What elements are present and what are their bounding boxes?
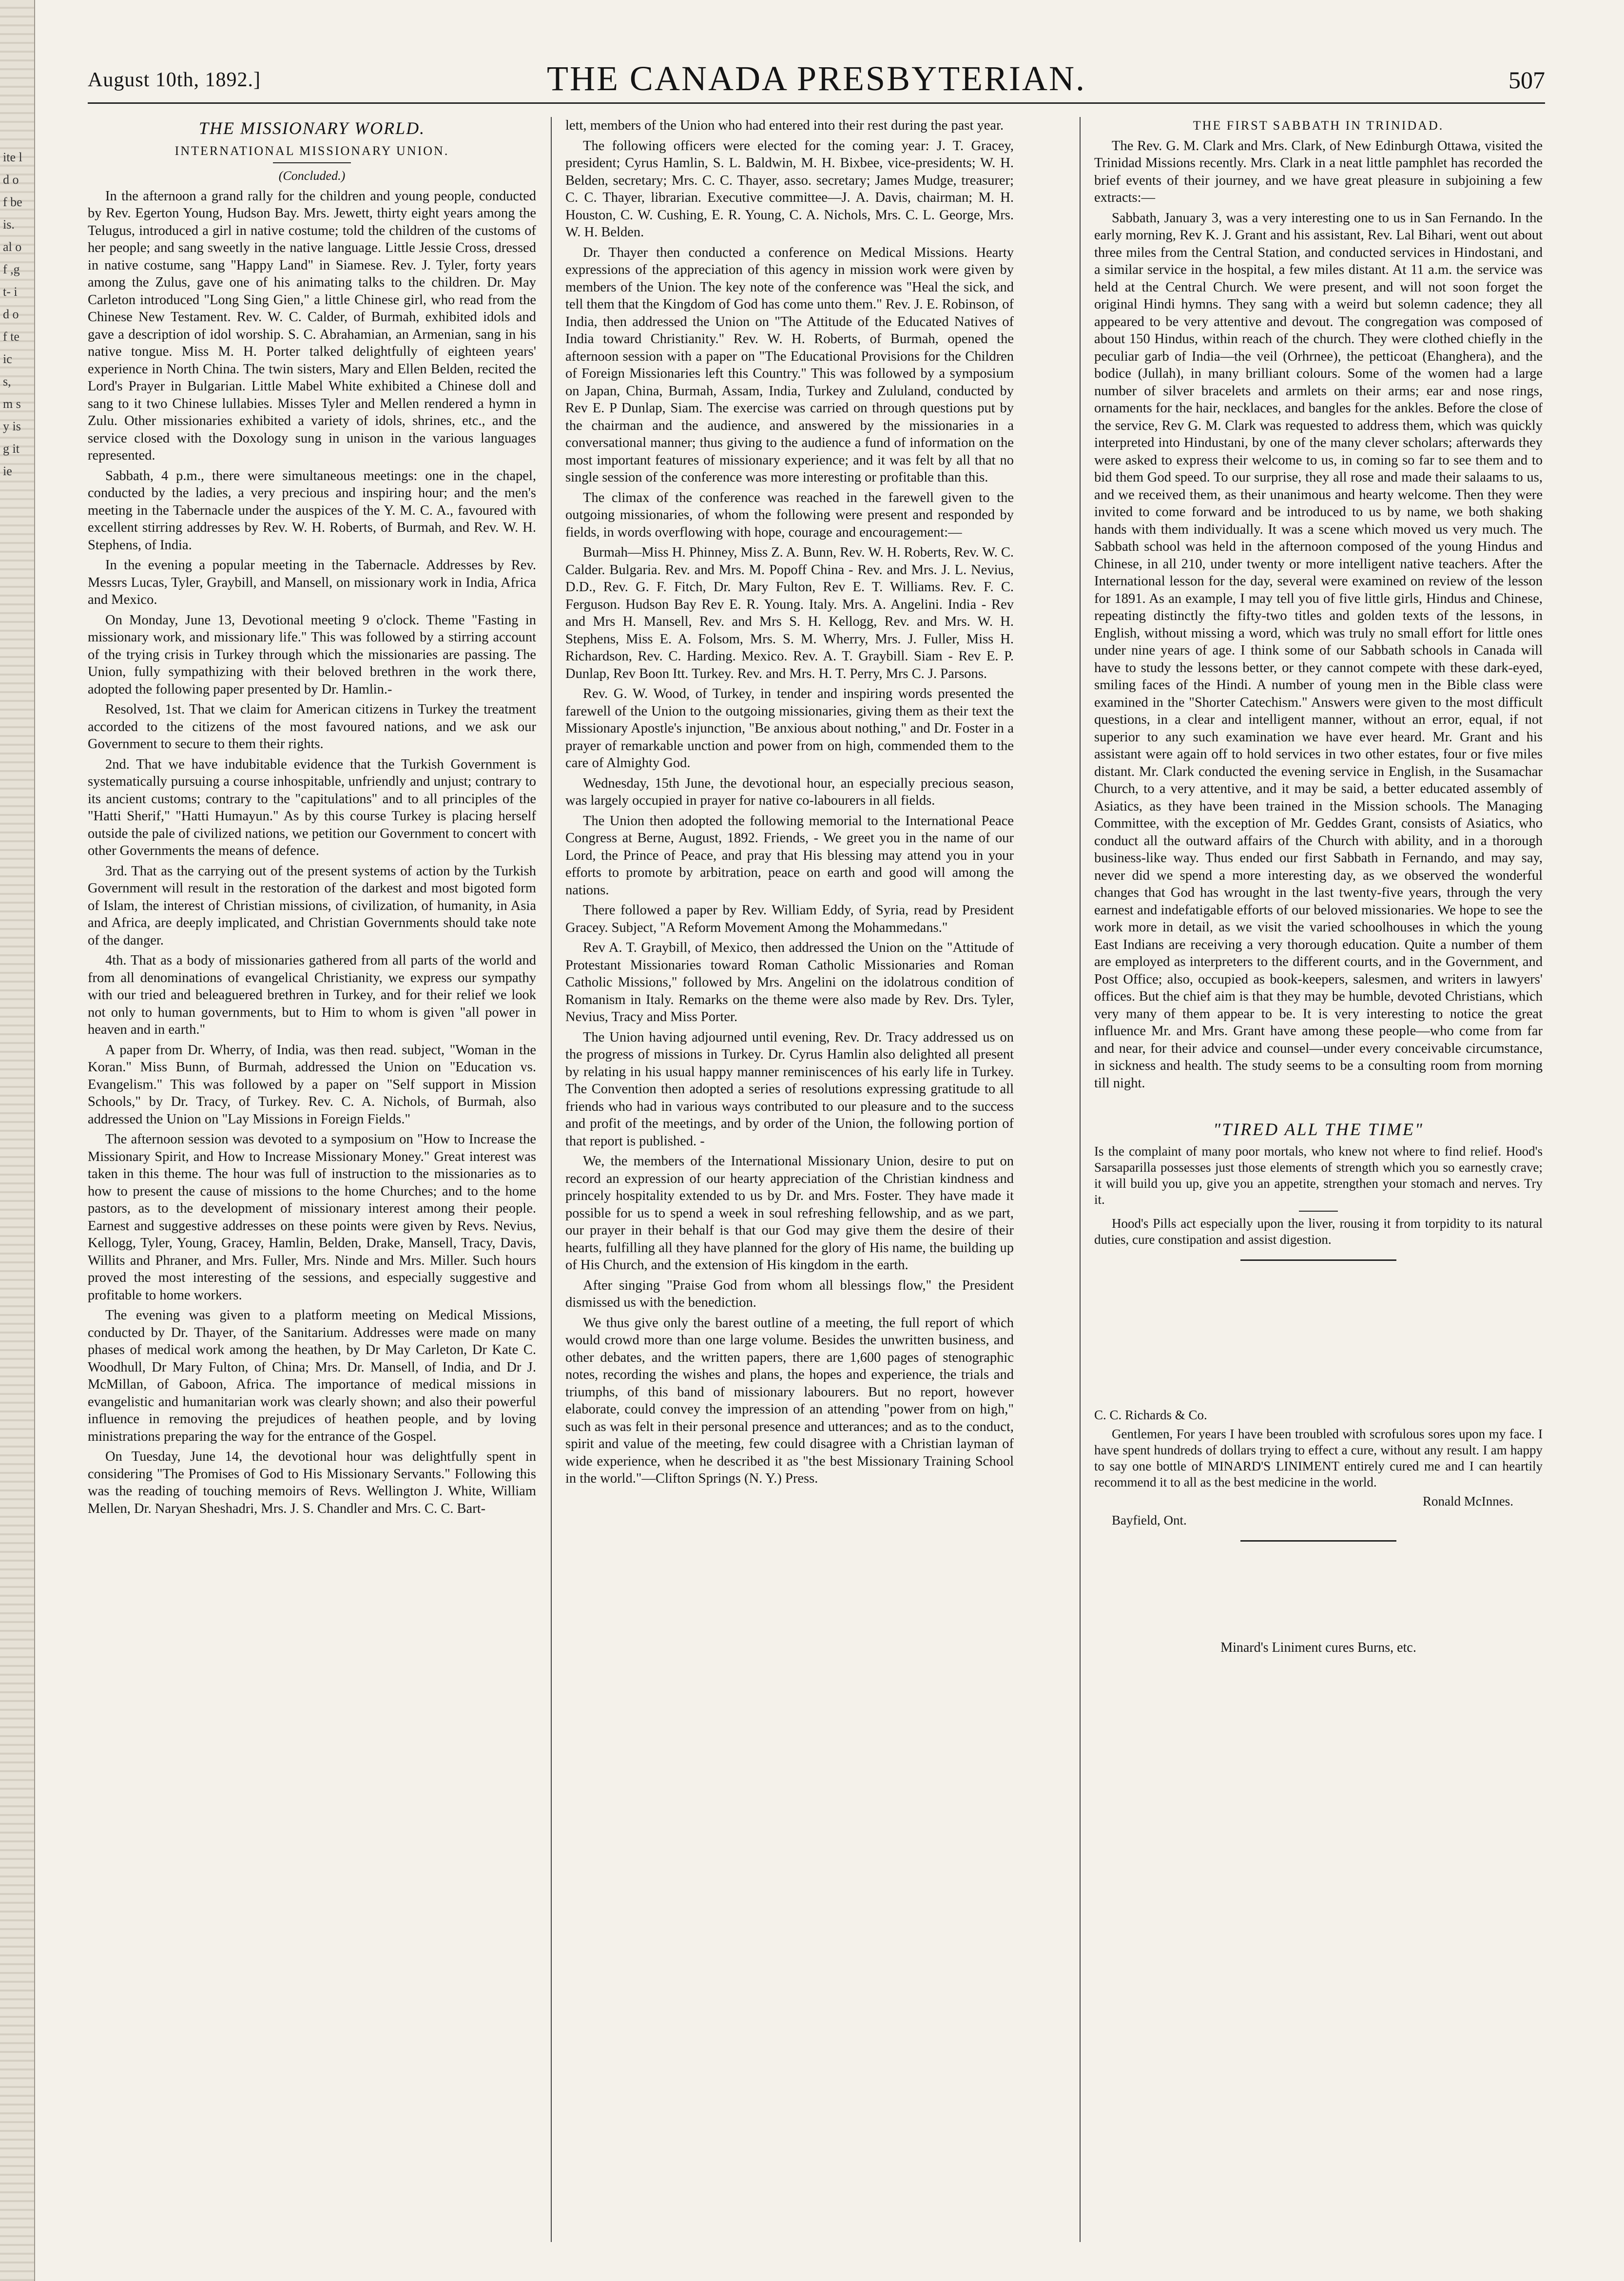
paragraph: Sabbath, January 3, was a very interesting one to us in San Fernando. In the early morning, Rev K. J. Grant and his assistant, Rev. Lal Bihari, went out about three miles from the Central Station, and conducted services in Hindostani, and a similar service in the hospital, a few miles distant. At 11 a.m. the service was held at the Central Church. We were present, and will not soon forget the original Hindi hymns. They sang with a weird but solemn cadence; they all appeared to be very attentive and devout. The congregation was composed of about 150 Hindus, within reach of the church. They were clothed chiefly in the peculiar garb of India—the veil (Orhrnee), the petticoat (Ehanghera), and the bodice (Jullah), in many brilliant colours. Some of the women had a large number of silver bracelets and armlets on their arms; ear and nose rings, ornaments for the hair, necklaces, and bangles for the ankles. Before the close of the service, Rev G. M. Clark was requested to address them, which was quickly interpreted into Hindustani, by one of the many clever scholars; afterwards they were asked to express their welcome to us, in coming so far to see them and to bid them God speed. To our surprise, they all rose and made their salaams to us, and we received them, as their unanimous and hearty welcome. Then they were invited to come forward and be introduced to us by name, we both shaking hands with them individually. It was a scene which moved us very much. The Sabbath school was held in the afternoon composed of the young Hindus and Chinese, in all 210, under twenty or more intelligent native teachers. After the International lesson for the day, several were examined on review of the lesson for 1891. As an example, I may tell you of five little girls, Hindus and Chinese, repeating distinctly the fifty-two titles and golden texts of the lessons, in English, without missing a word, which was truly no small effort for little ones under nine years of age. I think some of our Sabbath schools in Canada will have to study the lessons better, or they cannot compete with these dark-eyed, smiling faces of the Hindi. A number of young men in the Bible class were examined in the "Shorter Catechism." Answers were given to the most difficult questions, in a clear and intelligent manner, without an error, equal, if not superior to any such examination we have ever heard. Mr. Grant and his assistant were again off to hold services in two other estates, four or five miles distant. Mr. Clark conducted the evening service in English, in the Susamachar Church, to a very attentive, and it may be said, a better educated assembly of Asiatics, as they have been trained in the Mission schools. The Managing Committee, with the exception of Mr. Geddes Grant, consists of Asiatics, who conduct all the outward affairs of the Church with ability, and in a thorough business-like way. Thus ended our first Sabbath in Fernando, and may say, never did we spend a more interesting day, as we observed the wonderful changes that God has wrought in the last twenty-five years, through the very earnest and indefatigable efforts of our beloved missionaries. We hope to see the work more in detail, as we visit the varied schoolhouses in which the young East Indians are receiving a very thorough education. Quite a number of them are employed as interpreters to the different courts, and in the Government, and Post Office; also, occupied as book-keepers, salesmen, and writers in lawyers' offices. But the chief aim is that they may be humble, devoted Christians, which very many of them appear to be. It is very interesting to notice the great influence Mr. and Mrs. Grant have among these people—who come from far and near, for their advice and counsel—under every conceivable circumstance, in sickness and health. The study seems to be a consulting room from morning till night.	[1094, 210, 1543, 1091]
paragraph: The Union having adjourned until evening, Rev. Dr. Tracy addressed us on the progress of missions in Turkey. Dr. Cyrus Hamlin also delighted all present by relating in his usual happy manner reminiscences of his early life in Turkey. The Convention then adopted a series of resolutions expressing gratitude to all friends who had in various ways contributed to our pleasure and to the success and profit of the meetings, and by order of the Union, the following portion of that report is published. -	[565, 1029, 1014, 1149]
paragraph: Rev A. T. Graybill, of Mexico, then addressed the Union on the "Attitude of Protestant Missionaries toward Roman Catholic Missionaries and Roman Catholic Missions," followed by Mrs. Angelini on the idolatrous condition of Romanism in Italy. Remarks on the theme were also made by Rev. Drs. Tyler, Nevius, Tracy and Miss Porter.	[565, 940, 1014, 1025]
paragraph: On Tuesday, June 14, the devotional hour was delightfully spent in considering "The Promises of God to His Missionary Servants." Following this was the reading of touching memoirs of Revs. Wellington J. White, William Mellen, Dr. Naryan Sheshadri, Mrs. J. S. Chandler and Mrs. C. C. Bart-	[88, 1449, 536, 1516]
divider	[1240, 1540, 1396, 1542]
paragraph: There followed a paper by Rev. William Eddy, of Syria, read by President Gracey. Subject, "A Reform Movement Among the Mohammedans."	[565, 903, 1014, 935]
paragraph: Rev. G. W. Wood, of Turkey, in tender and inspiring words presented the farewell of the Union to the outgoing missionaries, giving them as their text the Missionary Apostle's injunction, "Be anxious about nothing," and Dr. Foster in a prayer of remarkable unction and power from on high, commended them to the care of Almighty God.	[565, 686, 1014, 771]
paragraph: Resolved, 1st. That we claim for American citizens in Turkey the treatment accorded to the citizens of the most favoured nations, and we ask our Government to secure to them their rights.	[88, 702, 536, 752]
testimonial-signature: Ronald McInnes.	[1423, 1493, 1513, 1508]
paragraph: 3rd. That as the carrying out of the present systems of action by the Turkish Government will result in the restoration of the darkest and most bigoted form of Islam, the interest of Christian missions, of civilization, of humanity, in Asia and Africa, are deeply implicated, and Christian Governments should take note of the danger.	[88, 863, 536, 948]
paragraph: The evening was given to a platform meeting on Medical Missions, conducted by Dr. Thayer, of the Sanitarium. Addresses were made on many phases of medical work among the heathen, by Dr May Carleton, Dr Kate C. Woodhull, Dr Mary Fulton, of China; Mrs. Dr. Mansell, of India, and Dr J. McMillan, of Gaboon, Africa. The importance of medical missions in evangelistic and humanitarian work was clearly shown; and also their powerful influence in removing the prejudices of heathen people, and by loving ministrations preparing the way for the entrance of the Gospel.	[88, 1308, 536, 1444]
paragraph: 4th. That as a body of missionaries gathered from all parts of the world and from all denominations of evangelical Christianity, we express our sympathy with our tried and beleaguered brethren in Turkey, and for their relief we look not only to human governments, but to Him to whom is given "all power in heaven and in earth."	[88, 953, 536, 1037]
margin-text-fragments: ite ld of be is. al of ,g t- id of te ic s, m sy is g it ie	[3, 150, 22, 478]
column-2	[565, 117, 1014, 2242]
testimonial-place: Bayfield, Ont.	[1112, 1512, 1187, 1527]
paragraph: A paper from Dr. Wherry, of India, was then read. subject, "Woman in the Koran." Miss Bunn, of Burmah, addressed the Union on "Education vs. Evangelism." This was followed by a paper on "Self support in Mission Schools," by Dr. Tracy, of Turkey. Rev. C. A. Nichols, of Burmah, also addressed the Union on "Lay Missions in Foreign Fields."	[88, 1042, 536, 1127]
hoods-sarsaparilla-ad	[1094, 1143, 1543, 1248]
page-header	[88, 58, 1545, 104]
paragraph: We, the members of the International Missionary Union, desire to put on record an expression of our hearty appreciation of the Christian kindness and princely hospitality extended to us by Dr. and Mrs. Foster. They have made it possible for us to spend a week in soul refreshing fellowship, and as we part, our prayer in their behalf is that our God may give them the desire of their hearts, fulfilling all they have planned for the glory of His name, the building up of His Church, and the extension of His kingdom in the earth.	[565, 1154, 1014, 1273]
column-3	[1094, 117, 1543, 2242]
section-title: THE FIRST SABBATH IN TRINIDAD.	[1193, 118, 1444, 133]
paragraph: The Union then adopted the following memorial to the International Peace Congress at Berne, August, 1892. Friends, - We greet you in the name of our Lord, the Prince of Peace, and pray that His blessing may attend you in your efforts to promote by arbitration, peace on earth and good will among the nations.	[565, 813, 1014, 898]
paragraph: We thus give only the barest outline of a meeting, the full report of which would crowd more than one large volume. Besides the unwritten business, and other debates, and the written papers, there are 1,600 pages of stenographic notes, recording the wishes and plans, the hopes and experience, the trials and triumphs, of this band of missionary labourers. But no report, however elaborate, could convey the impression of an attending "power from on high," such as was felt in their personal presence and utterances; and as to the conduct, spirit and value of the meeting, few could disagree with a Christian layman of wide experience, when he described it as "the best Missionary Training School in the world."—Clifton Springs (N. Y.) Press.	[565, 1315, 1014, 1486]
paragraph: After singing "Praise God from whom all blessings flow," the President dismissed us with the benediction.	[565, 1277, 1014, 1310]
column-1	[88, 117, 536, 2242]
paragraph: Burmah—Miss H. Phinney, Miss Z. A. Bunn, Rev. W. H. Roberts, Rev. W. C. Calder. Bulgaria. Rev. and Mrs. M. Popoff China - Rev. and Mrs. J. L. Nevius, D.D., Rev. G. F. Fitch, Dr. Mary Fulton, Rev E. T. Williams. Rev. F. C. Ferguson. Hudson Bay Rev E. R. Young. Italy. Mrs. A. Angelini. India - Rev and Mrs H. Mansell, Rev. and Mrs S. H. Kellogg, Rev. and Mrs. W. H. Stephens, Miss E. A. Folsom, Mrs. S. M. Wherry, Mrs. J. Fuller, Miss H. Richardson, Rev. C. Harding. Mexico. Rev. A. T. Graybill. Siam - Rev E. P. Dunlap, Rev Boon Itt. Turkey. Rev. and Mrs. H. T. Perry, Mrs C. J. Parsons.	[565, 545, 1014, 681]
paragraph: Wednesday, 15th June, the devotional hour, an especially precious season, was largely occupied in prayer for native co-labourers in all fields.	[565, 775, 1014, 808]
ad-body: Is the complaint of many poor mortals, who knew not where to find relief. Hood's Sarsaparilla possesses just those elements of strength which you so earnestly crave; it will build you up, give you an appetite, strengthen your stomach and nerves. Try it.	[1094, 1143, 1543, 1207]
paragraph: Sabbath, 4 p.m., there were simultaneous meetings: one in the chapel, conducted by the ladies, a very precious and inspiring hour; and the men's meeting in the Tabernacle under the auspices of the Y. M. C. A., favoured with excellent stirring addresses by Rev. W. H. Roberts, of Burmah, and Rev. W. H. Stephens, of India.	[88, 468, 536, 553]
paragraph: The afternoon session was devoted to a symposium on "How to Increase the Missionary Spirit, and How to Increase Missionary Money." Great interest was taken in this theme. The hour was full of instruction to the missionaries as to how to present the cause of missions to the home Churches; and to the home pastors, as to the development of missionary interest among their people. Earnest and suggestive addresses on these points were given by Revs. Nevius, Kellogg, Tyler, Young, Gracey, Hamlin, Belden, Drake, Mansell, Tracy, Davis, Willits and Phraner, and Mrs. Fuller, Mrs. Ninde and Mrs. Miller. Such hours proved the most interesting of the sessions, and especially suggestive and profitable to home workers.	[88, 1132, 536, 1303]
paragraph: On Monday, June 13, Devotional meeting 9 o'clock. Theme "Fasting in missionary work, and missionary life." This was followed by a stirring account of the trying crisis in Turkey through which the missionaries are passing. The Union, fully sympathizing with their beloved brethren in the work there, adopted the following paper presented by Dr. Hamlin.-	[88, 612, 536, 697]
liniment-tagline: Minard's Liniment cures Burns, etc.	[1220, 1640, 1416, 1655]
minards-testimonial	[1094, 1407, 1543, 1528]
paragraph: Dr. Thayer then conducted a conference on Medical Missions. Hearty expressions of the appreciation of this agency in mission work were given by members of the Union. The key note of the conference was "Heal the sick, and tell them that the Kingdom of God has come unto them." Rev. J. E. Robinson, of India, then addressed the Union on "The Attitude of the Educated Natives of India toward Christianity." Rev. W. H. Roberts, of Burmah, opened the afternoon session with a paper on "The Educational Provisions for the Children of Foreign Missionaries left this Country." This was followed by a symposium on Japan, China, Burmah, Assam, India, Turkey and Zululand, conducted by Rev E. P Dunlap, Siam. The exercise was carried on through questions put by the chairman and the audience, and answered by the missionaries in a conversational manner; thus giving to the audience a fund of information on the most important features of missionary experience; and it was felt by all that no single session of the conference was more interesting or profitable than this.	[565, 245, 1014, 485]
testimonial-addressee: C. C. Richards & Co.	[1094, 1407, 1207, 1422]
paragraph: The Rev. G. M. Clark and Mrs. Clark, of New Edinburgh Ottawa, visited the Trinidad Missions recently. Mrs. Clark in a neat little pamphlet has recorded the brief events of their journey, and we have great pleasure in subjoining a few extracts:—	[1094, 138, 1543, 205]
paragraph: 2nd. That we have indubitable evidence that the Turkish Government is systematically pursuing a course inhospitable, unfriendly and unjust; contrary to its ancient customs; contrary to the "capitulations" and to all principles of the "Hatti Sherif," "Hatti Humayun." As by this course Turkey is placing herself outside the pale of civilized nations, we petition our Government to concert with other Governments the means of defence.	[88, 756, 536, 858]
divider	[1240, 1259, 1396, 1261]
ad-pills: Hood's Pills act especially upon the liver, rousing it from torpidity to its natural duties, cure constipation and assist digestion.	[1094, 1216, 1543, 1247]
paragraph: The climax of the conference was reached in the farewell given to the outgoing missionaries, of whom the following were present and responded by fields, in words overflowing with hope, courage and encouragement:—	[565, 490, 1014, 540]
divider	[1299, 1211, 1338, 1212]
testimonial-body: Gentlemen, For years I have been troubled with scrofulous sores upon my face. I have spent hundreds of dollars trying to effect a cure, without any result. I am happy to say one bottle of MINARD'S LINIMENT entirely cured me and I can heartily recommend it to all as the best medicine in the world.	[1094, 1426, 1543, 1489]
divider	[273, 162, 351, 163]
paragraph: lett, members of the Union who had entered into their rest during the past year.	[565, 118, 1004, 133]
section-subtitle: INTERNATIONAL MISSIONARY UNION.	[174, 143, 449, 158]
column-divider	[551, 117, 552, 2242]
paragraph: In the afternoon a grand rally for the children and young people, conducted by Rev. Egerton Young, Hudson Bay. Mrs. Jewett, thirty eight years among the Telugus, introduced a girl in native costume; told the children of the customs of her people; and sang sweetly in the native language. Little Jessie Cross, dressed in native costume, sang "Happy Land" in Siamese. Rev. J. Tyler, forty years among the Zulus, gave one of his animating talks to the children. Dr. May Carleton introduced "Long Sing Gien," a little Chinese girl, who read from the Chinese New Testament. Rev. W. C. Calder, of Burmah, exhibited idols and gave a description of idol worship. S. C. Abrahamian, an Armenian, sang in his native tongue. Miss M. H. Porter talked delightfully of eighteen years' experience in North China. The twin sisters, Mary and Ellen Belden, recited the Lord's Prayer in Bulgarian. Little Mabel White exhibited a Chinese doll and sang to it two Chinese lullabies. Misses Tyler and Mellen rendered a hymn in Zulu. Other missionaries exhibited a variety of idols, shrines, etc., and the service closed with the Doxology sung in unison in the various languages represented.	[88, 188, 536, 463]
paragraph: The following officers were elected for the coming year: J. T. Gracey, president; Cyrus Hamlin, S. L. Baldwin, M. H. Bixbee, vice-presidents; W. H. Belden, secretary; Mrs. C. C. Thayer, asso. secretary; James Mudge, treasurer; C. C. Thayer, librarian. Executive committee—J. A. Davis, chairman; M. H. Houston, C. W. Cushing, E. R. Young, C. A. Nichols, Mrs. C. L. George, Mrs. W. H. Belden.	[565, 138, 1014, 240]
ad-headline: "TIRED ALL THE TIME"	[1213, 1120, 1424, 1139]
paragraph: In the evening a popular meeting in the Tabernacle. Addresses by Rev. Messrs Lucas, Tyler, Graybill, and Mansell, on missionary work in India, Africa and Mexico.	[88, 558, 536, 607]
page-number: 507	[1508, 66, 1545, 94]
masthead-title: THE CANADA PRESBYTERIAN.	[546, 59, 1086, 98]
section-title: THE MISSIONARY WORLD.	[198, 118, 425, 138]
column-divider	[1080, 117, 1081, 2242]
continued-note: (Concluded.)	[278, 169, 346, 183]
issue-date: August 10th, 1892.]	[88, 69, 261, 91]
